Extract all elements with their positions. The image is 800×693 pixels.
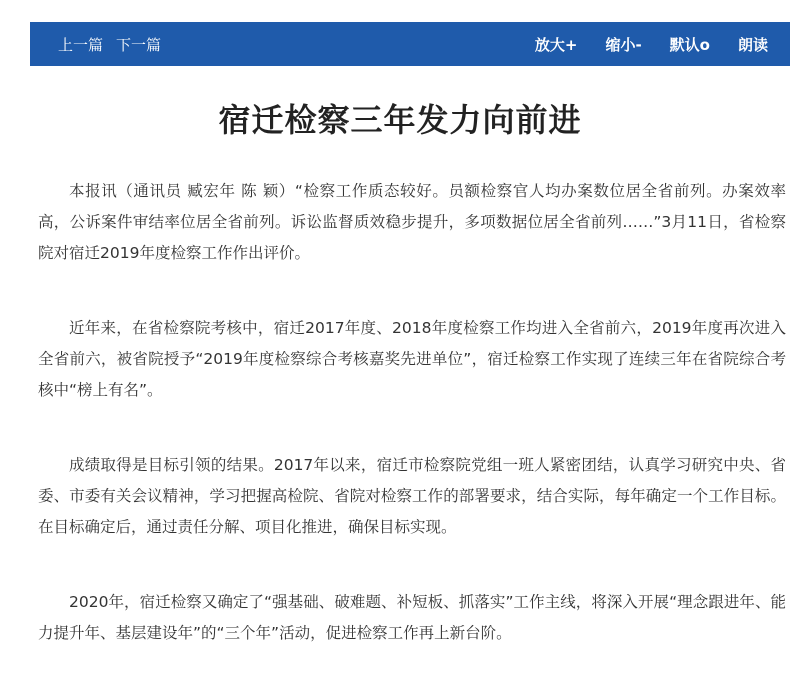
read-aloud-button[interactable]: 朗读: [737, 35, 768, 54]
article-title: 宿迁检察三年发力向前进: [218, 101, 582, 139]
default-size-button[interactable]: 默认o: [669, 35, 710, 54]
zoom-out-button[interactable]: 缩小-: [605, 35, 642, 54]
reading-tools: [507, 34, 768, 55]
article-paragraph: 近年来，在省检察院考核中，宿迁2017年度、2018年度检察工作均进入全省前六，2019年度再次进入全省前六，被省院授予“2019年度检察综合考核嘉奖先进单位”，宿迁检察工作实现了连续三年在省院综合考核中“榜上有名”。: [38, 319, 786, 399]
article-toolbar: [30, 22, 790, 66]
article-body: [38, 176, 786, 693]
article-paragraph: 本报讯（通讯员 臧宏年 陈 颖）“检察工作质态较好。员额检察官人均办案数位居全省前列。办案效率高，公诉案件审结率位居全省前列。诉讼监督质效稳步提升，多项数据位居全省前列……”3月11日，省检察院对宿迁2019年度检察工作作出评价。: [38, 182, 786, 262]
prev-article-link[interactable]: 上一篇: [58, 35, 104, 54]
article-nav: [58, 34, 174, 55]
next-article-link[interactable]: 下一篇: [116, 35, 162, 54]
article-paragraph: 成绩取得是目标引领的结果。2017年以来，宿迁市检察院党组一班人紧密团结，认真学习研究中央、省委、市委有关会议精神，学习把握高检院、省院对检察工作的部署要求，结合实际，每年确定一个工作目标。在目标确定后，通过责任分解、项目化推进，确保目标实现。: [38, 456, 786, 536]
article-paragraph: 2020年，宿迁检察又确定了“强基础、破难题、补短板、抓落实”工作主线，将深入开展“理念跟进年、能力提升年、基层建设年”的“三个年”活动，促进检察工作再上新台阶。: [38, 593, 786, 642]
zoom-in-button[interactable]: 放大+: [534, 35, 578, 54]
